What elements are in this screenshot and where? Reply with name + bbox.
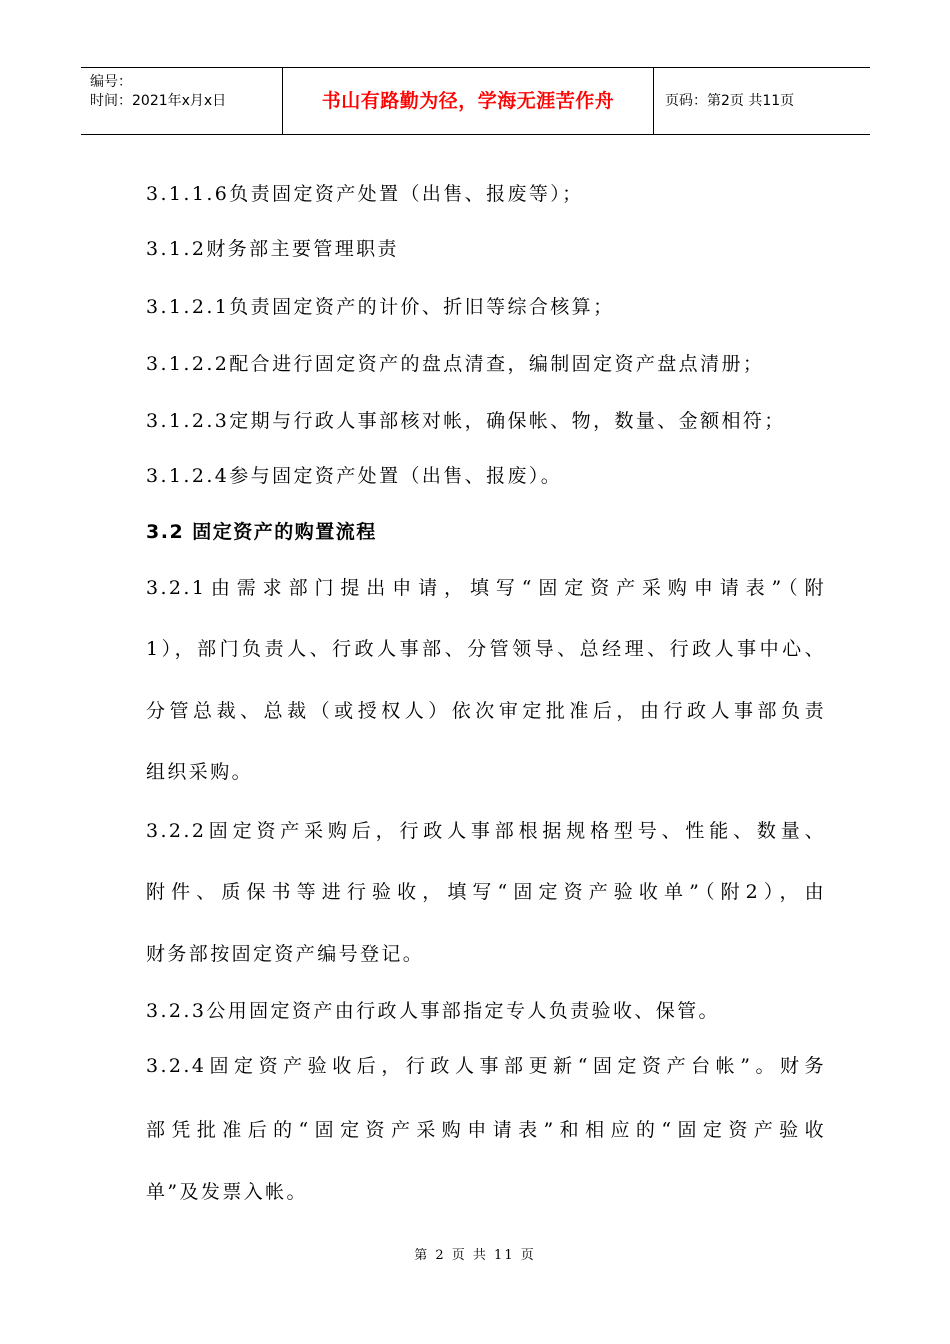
clause-3-2-4-line-1: 3.2.4固定资产验收后，行政人事部更新“固定资产台帐”。财务 <box>146 1055 826 1077</box>
clause-3-2-1-line-2: 1），部门负责人、行政人事部、分管领导、总经理、行政人事中心、 <box>146 638 826 660</box>
clause-3-2-2-line-1: 3.2.2固定资产采购后，行政人事部根据规格型号、性能、数量、 <box>146 820 826 842</box>
clause-3-2-2-line-3: 财务部按固定资产编号登记。 <box>146 943 425 965</box>
clause-3-1-1-6: 3.1.1.6负责固定资产处置（出售、报废等）； <box>146 183 584 205</box>
document-number-label: 编号： <box>90 74 132 90</box>
page-footer: 第 2 页 共 11 页 <box>414 1248 536 1263</box>
clause-3-2-4-line-2: 部凭批准后的“固定资产采购申请表”和相应的“固定资产验收 <box>146 1119 826 1141</box>
page-header <box>81 67 870 135</box>
document-date: 时间：2021年x月x日 <box>90 93 227 109</box>
clause-3-2-1-line-1: 3.2.1由需求部门提出申请，填写“固定资产采购申请表”（附 <box>146 577 826 599</box>
header-meta <box>81 68 283 134</box>
clause-3-2-2-line-2: 附件、质保书等进行验收，填写“固定资产验收单”（附2），由 <box>146 881 826 903</box>
section-heading-3-2: 3.2 固定资产的购置流程 <box>146 521 377 543</box>
clause-3-2-1-line-4: 组织采购。 <box>146 761 254 783</box>
clause-3-1-2-4: 3.1.2.4参与固定资产处置（出售、报废）。 <box>146 465 563 487</box>
clause-3-1-2-3: 3.1.2.3定期与行政人事部核对帐，确保帐、物，数量、金额相符； <box>146 410 786 432</box>
header-page-number: 页码：第2页 共11页 <box>665 93 795 109</box>
header-motto: 书山有路勤为径，学海无涯苦作舟 <box>283 68 654 134</box>
clause-3-2-4-line-3: 单”及发票入帐。 <box>146 1181 308 1203</box>
clause-3-2-1-line-3: 分管总裁、总裁（或授权人）依次审定批准后，由行政人事部负责 <box>146 700 826 722</box>
clause-3-1-2-2: 3.1.2.2配合进行固定资产的盘点清查，编制固定资产盘点清册； <box>146 353 765 375</box>
clause-3-1-2-1: 3.1.2.1负责固定资产的计价、折旧等综合核算； <box>146 296 615 318</box>
clause-3-2-3: 3.2.3公用固定资产由行政人事部指定专人负责验收、保管。 <box>146 1000 720 1022</box>
clause-3-1-2: 3.1.2财务部主要管理职责 <box>146 238 399 260</box>
